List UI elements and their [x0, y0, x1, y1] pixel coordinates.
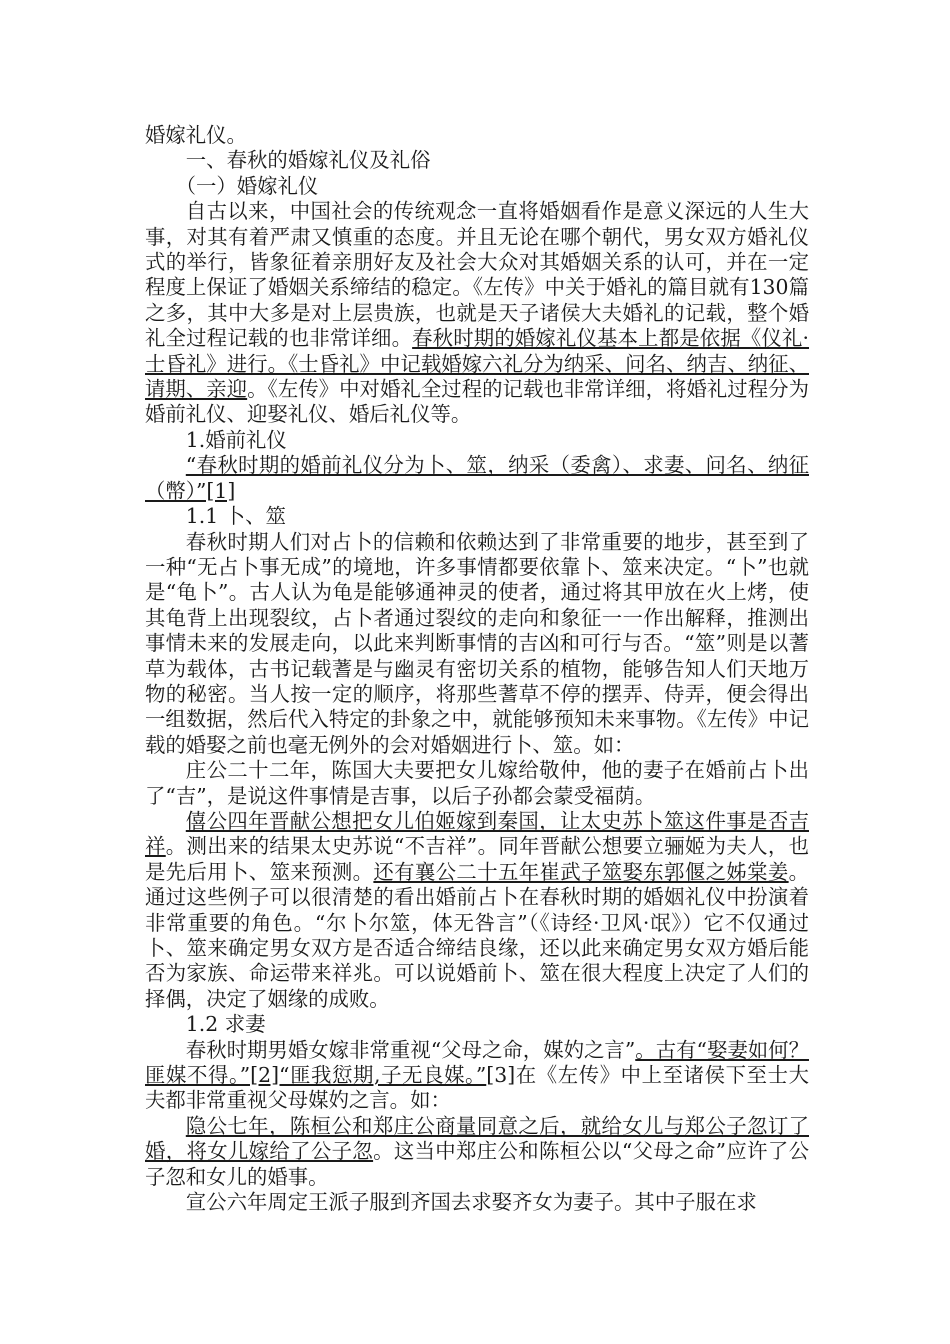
underlined-text: 隐公七年，陈桓公和郑庄公商量同意之后，就给女儿与郑公子忽订了婚，将女儿嫁给了公子忽: [145, 1113, 809, 1164]
underlined-text: 僖公四年晋献公想把女儿伯姬嫁到秦国，让太史苏卜筮这件事是否吉祥: [145, 808, 809, 859]
text-run: 自古以来，中国社会的传统观念一直将婚姻看作是意义深远的人生大事，对其有着严肃又慎重的态度。并且无论在哪个朝代，男女双方婚礼仪式的举行，皆象征着亲朋好友及社会大众对其婚姻关系的认可，并在一定程度上保证了婚姻关系缔结的稳定。《左传》中关于婚礼的篇目就有130篇之多，其中大多是对上层贵族，也就是天子诸侯大夫婚礼的记载，整个婚礼全过程记载的也非常详细。: [145, 199, 809, 351]
heading-divination: 1.1 卜、筮: [185, 504, 286, 529]
text-run: 婚嫁礼仪。: [145, 123, 247, 147]
paragraph-yin-gong: [145, 1114, 809, 1190]
heading-premarital-rites: 1.婚前礼仪: [185, 427, 287, 452]
paragraph-xi-gong: [145, 809, 809, 1012]
document-page: [145, 123, 809, 1215]
underlined-text: 。古有“娶妻如何？匪媒不得。”[2]“匪我愆期,子无良媒。”: [145, 1037, 809, 1088]
paragraph-divination: 春秋时期人们对占卜的信赖和依赖达到了非常重要的地步，甚至到了一种“无占卜事无成”的境地，许多事情都要依靠卜、筮来决定。“卜”也就是“龟卜”。古人认为龟是能够通神灵的使者，通过将其甲放在火上烤，使其龟背上出现裂纹，占卜者通过裂纹的走向和象征一一作出解释，推测出事情未来的发展走向，以此来判断事情的吉凶和可行与否。“筮”则是以蓍草为载体，古书记载蓍是与幽灵有密切关系的植物，能够告知人们天地万物的秘密。当人按一定的顺序，将那些蓍草不停的摆弄、侍弄，便会得出一组数据，然后代入特定的卦象之中，就能够预知未来事物。《左传》中记载的婚娶之前也毫无例外的会对婚姻进行卜、筮。如：: [145, 529, 809, 757]
text-run: 春秋时期男婚女嫁非常重视“父母之命，媒妁之言”: [185, 1037, 636, 1062]
section-heading: 一、春秋的婚嫁礼仪及礼俗: [185, 148, 431, 173]
underlined-text: “春秋时期的婚前礼仪分为卜、筮，纳采（委禽）、求妻、问名、纳征（幣）”[1]: [145, 453, 809, 503]
text-run: 。这当中郑庄公和陈桓公以“父母之命”应许了公子忽和女儿的婚事。: [145, 1139, 809, 1189]
underlined-text: 春秋时期的婚嫁礼仪基本上都是依据《仪礼·士昏礼》进行。《士昏礼》中记载婚嫁六礼分为纳采、问名、纳吉、纳征、请期、亲迎: [145, 326, 810, 402]
underlined-text: 还有襄公二十五年崔武子筮娶东郭偃之姊棠姜: [373, 859, 789, 884]
text-run: 。《左传》中对婚礼全过程的记载也非常详细，将婚礼过程分为婚前礼仪、迎娶礼仪、婚后礼仪等。: [145, 377, 809, 427]
heading-seeking-wife: 1.2 求妻: [185, 1012, 266, 1037]
paragraph-xuan-gong: 宣公六年周定王派子服到齐国去求娶齐女为妻子。其中子服在求: [185, 1190, 757, 1215]
paragraph-matchmaking: [145, 1038, 809, 1114]
paragraph-quote: [145, 453, 809, 504]
paragraph-zhuang-gong: 庄公二十二年，陈国大夫要把女儿嫁给敬仲，他的妻子在婚前占卜出了“吉”，是说这件事情是吉事，以后子孙都会蒙受福荫。: [145, 758, 809, 808]
paragraph-opening: [145, 123, 809, 148]
text-run: 。测出来的结果太史苏说“不吉祥”。同年晋献公想要立骊姬为夫人，也是先后用卜、筮来预测。: [145, 834, 810, 884]
text-run: 。通过这些例子可以很清楚的看出婚前占卜在春秋时期的婚姻礼仪中扮演着非常重要的角色。“尔卜尔筮，体无咎言”（《诗经·卫风·氓》）它不仅通过卜、筮来确定男女双方是否适合缔结良缘，还以此来确定男女双方婚后能否为家族、命运带来祥兆。可以说婚前卜、筮在很大程度上决定了人们的择偶，决定了姻缘的成败。: [145, 859, 810, 1011]
text-run: [3]在《左传》中上至诸侯下至士大夫都非常重视父母媒妁之言。如：: [145, 1063, 809, 1113]
subsection-heading: （一）婚嫁礼仪: [175, 173, 319, 198]
paragraph-intro: [145, 199, 809, 428]
